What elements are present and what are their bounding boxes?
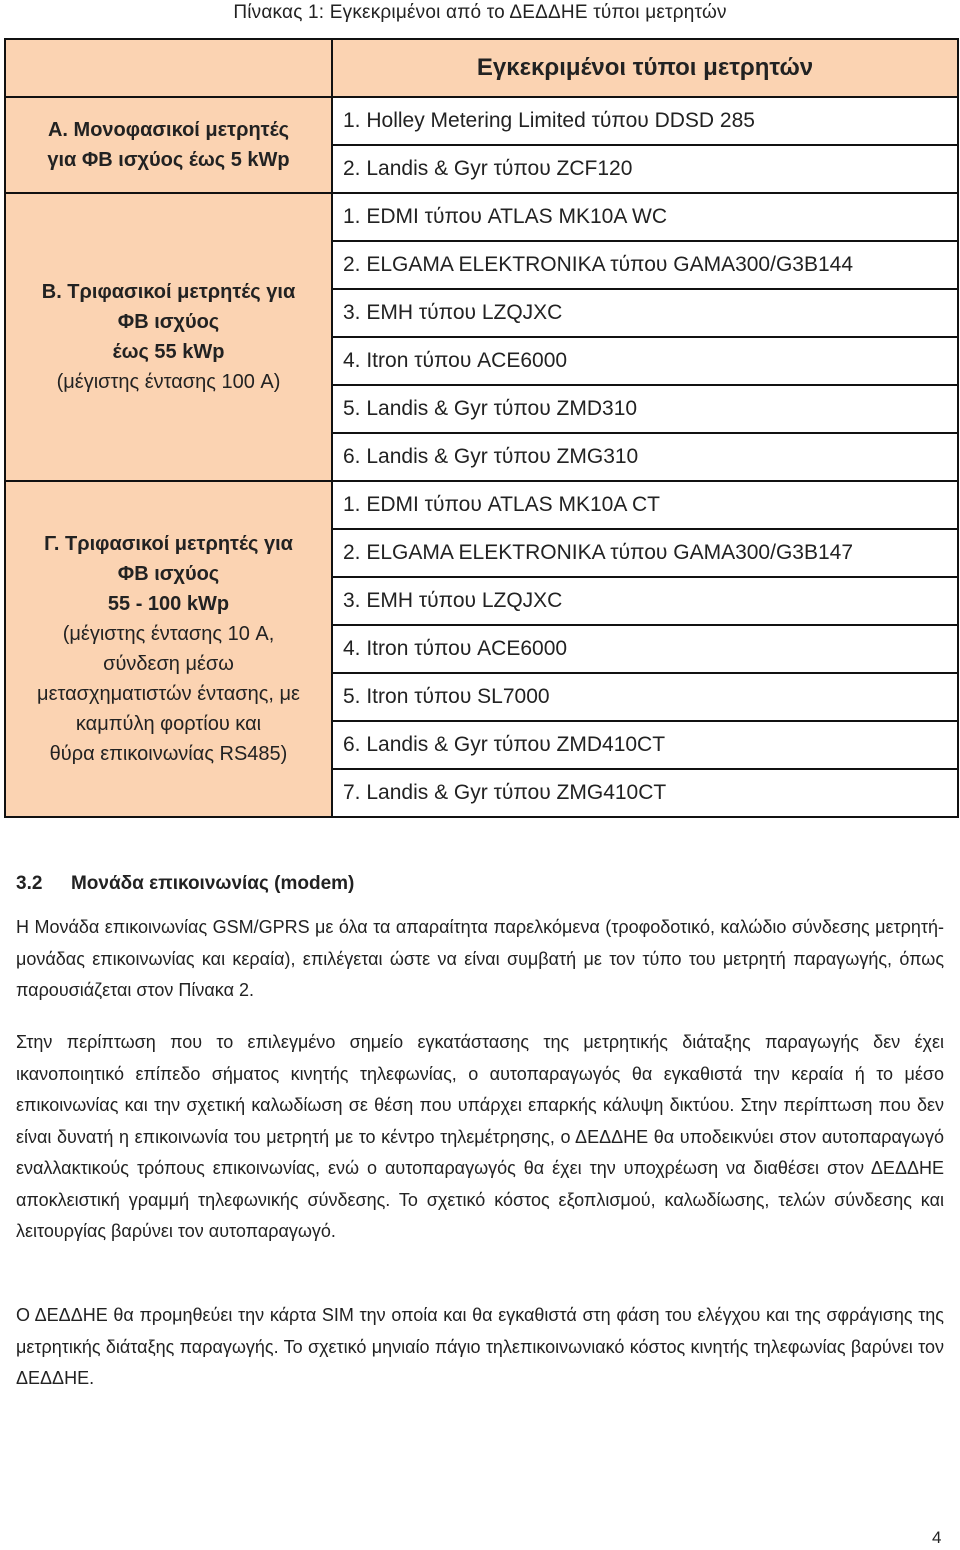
meter-type-item: 1. EDMI τύπου ATLAS MK10A CT: [332, 481, 958, 529]
category-note-line: (μέγιστης έντασης 10 A,: [62, 623, 275, 645]
meter-type-item: 5. Landis & Gyr τύπου ZMD310: [332, 385, 958, 433]
meter-type-item: 2. Landis & Gyr τύπου ZCF120: [332, 145, 958, 193]
meter-type-item: 3. EMH τύπου LZQJXC: [332, 577, 958, 625]
table-caption: Πίνακας 1: Εγκεκριμένοι από το ΔΕΔΔΗΕ τύποι μετρητών: [233, 2, 727, 23]
section-number: 3.2: [16, 873, 43, 894]
paragraph: Ο ΔΕΔΔΗΕ θα προμηθεύει την κάρτα SIM την οποία και θα εγκαθιστά στη φάση του ελέγχου και της σφράγισης της μετρητικής διάταξης παραγωγής. Το σχετικό μηνιαίο πάγιο τηλεπικοινωνιακό κόστος κινητής τηλεφωνίας βαρύνει τον ΔΕΔΔΗΕ.: [16, 1305, 944, 1388]
category-title-line: Α. Μονοφασικοί μετρητές: [47, 119, 290, 141]
category-title-line: 55 - 100 kWp: [107, 593, 230, 615]
meter-category: [5, 481, 332, 817]
meter-type-item: 7. Landis & Gyr τύπου ZMG410CT: [332, 769, 958, 817]
meter-type-item: 2. ELGAMA ELEKTRONIKA τύπου GAMA300/G3B144: [332, 241, 958, 289]
meter-type-item: 2. ELGAMA ELEKTRONIKA τύπου GAMA300/G3B147: [332, 529, 958, 577]
category-title-line: ΦΒ ισχύος: [117, 563, 220, 585]
category-note-line: καμπύλη φορτίου και: [75, 713, 262, 735]
category-note-line: θύρα επικοινωνίας RS485): [49, 743, 288, 765]
meter-type-item: 6. Landis & Gyr τύπου ZMG310: [332, 433, 958, 481]
category-title-line: Β. Τριφασικοί μετρητές για: [41, 281, 296, 303]
table-row: [5, 481, 958, 529]
paragraph: Στην περίπτωση που το επιλεγμένο σημείο εγκατάστασης της μετρητικής διάταξης παραγωγής δεν έχει ικανοποιητικό επίπεδο σήματος κινητής τηλεφωνίας, ο αυτοπαραγωγός θα εγκαθιστά την κεραία ή το μέσο επικοινωνίας και την σχετική καλωδίωση σε θέση που υπάρχει επαρκής κάλυψη δικτύου. Στην περίπτωση που δεν είναι δυνατή η επικοινωνία του μετρητή με το κέντρο τηλεμέτρησης, ο ΔΕΔΔΗΕ θα υποδεικνύει στον αυτοπαραγωγό εναλλακτικούς τρόπους επικοινωνίας, ενώ ο αυτοπαραγωγός θα έχει την υποχρέωση να διαθέσει στον ΔΕΔΔΗΕ αποκλειστική γραμμή τηλεφωνικής σύνδεσης. Το σχετικό κόστος εξοπλισμού, καλωδίωσης, τελών σύνδεσης και λειτουργίας βαρύνει τον αυτοπαραγωγό.: [16, 1032, 944, 1241]
meter-type-item: 1. Holley Metering Limited τύπου DDSD 285: [332, 97, 958, 145]
table-header-blank-cell: [5, 39, 332, 97]
category-title-line: για ΦΒ ισχύος έως 5 kWp: [47, 149, 290, 171]
category-title-line: έως 55 kWp: [112, 341, 225, 363]
table-row: [5, 97, 958, 145]
table-row: [5, 193, 958, 241]
meter-type-item: 6. Landis & Gyr τύπου ZMD410CT: [332, 721, 958, 769]
category-note-line: μετασχηματιστών έντασης, με: [37, 683, 300, 705]
approved-meters-table: [4, 38, 959, 818]
section-heading: [16, 873, 354, 895]
category-note-line: (μέγιστης έντασης 100 A): [56, 371, 281, 393]
meter-type-item: 1. EDMI τύπου ATLAS MK10A WC: [332, 193, 958, 241]
page-number: 4: [932, 1528, 942, 1547]
category-note-line: σύνδεση μέσω: [103, 653, 234, 675]
category-title-line: Γ. Τριφασικοί μετρητές για: [44, 533, 293, 555]
table-header: Εγκεκριμένοι τύποι μετρητών: [332, 39, 958, 97]
paragraph: Η Μονάδα επικοινωνίας GSM/GPRS με όλα τα απαραίτητα παρελκόμενα (τροφοδοτικό, καλώδιο σύνδεσης μετρητή-μονάδας επικοινωνίας και κεραία), επιλέγεται ώστε να είναι συμβατή με τον τύπο του μετρητή παραγωγής, όπως παρουσιάζεται στον Πίνακα 2.: [16, 917, 944, 1000]
section-title: Μονάδα επικοινωνίας (modem): [70, 873, 355, 894]
meter-type-item: 3. EMH τύπου LZQJXC: [332, 289, 958, 337]
category-title-line: ΦΒ ισχύος: [117, 311, 220, 333]
meter-type-item: 5. Itron τύπου SL7000: [332, 673, 958, 721]
meter-category: [5, 97, 332, 193]
meter-type-item: 4. Itron τύπου ACE6000: [332, 337, 958, 385]
meter-category: [5, 193, 332, 481]
meter-type-item: 4. Itron τύπου ACE6000: [332, 625, 958, 673]
